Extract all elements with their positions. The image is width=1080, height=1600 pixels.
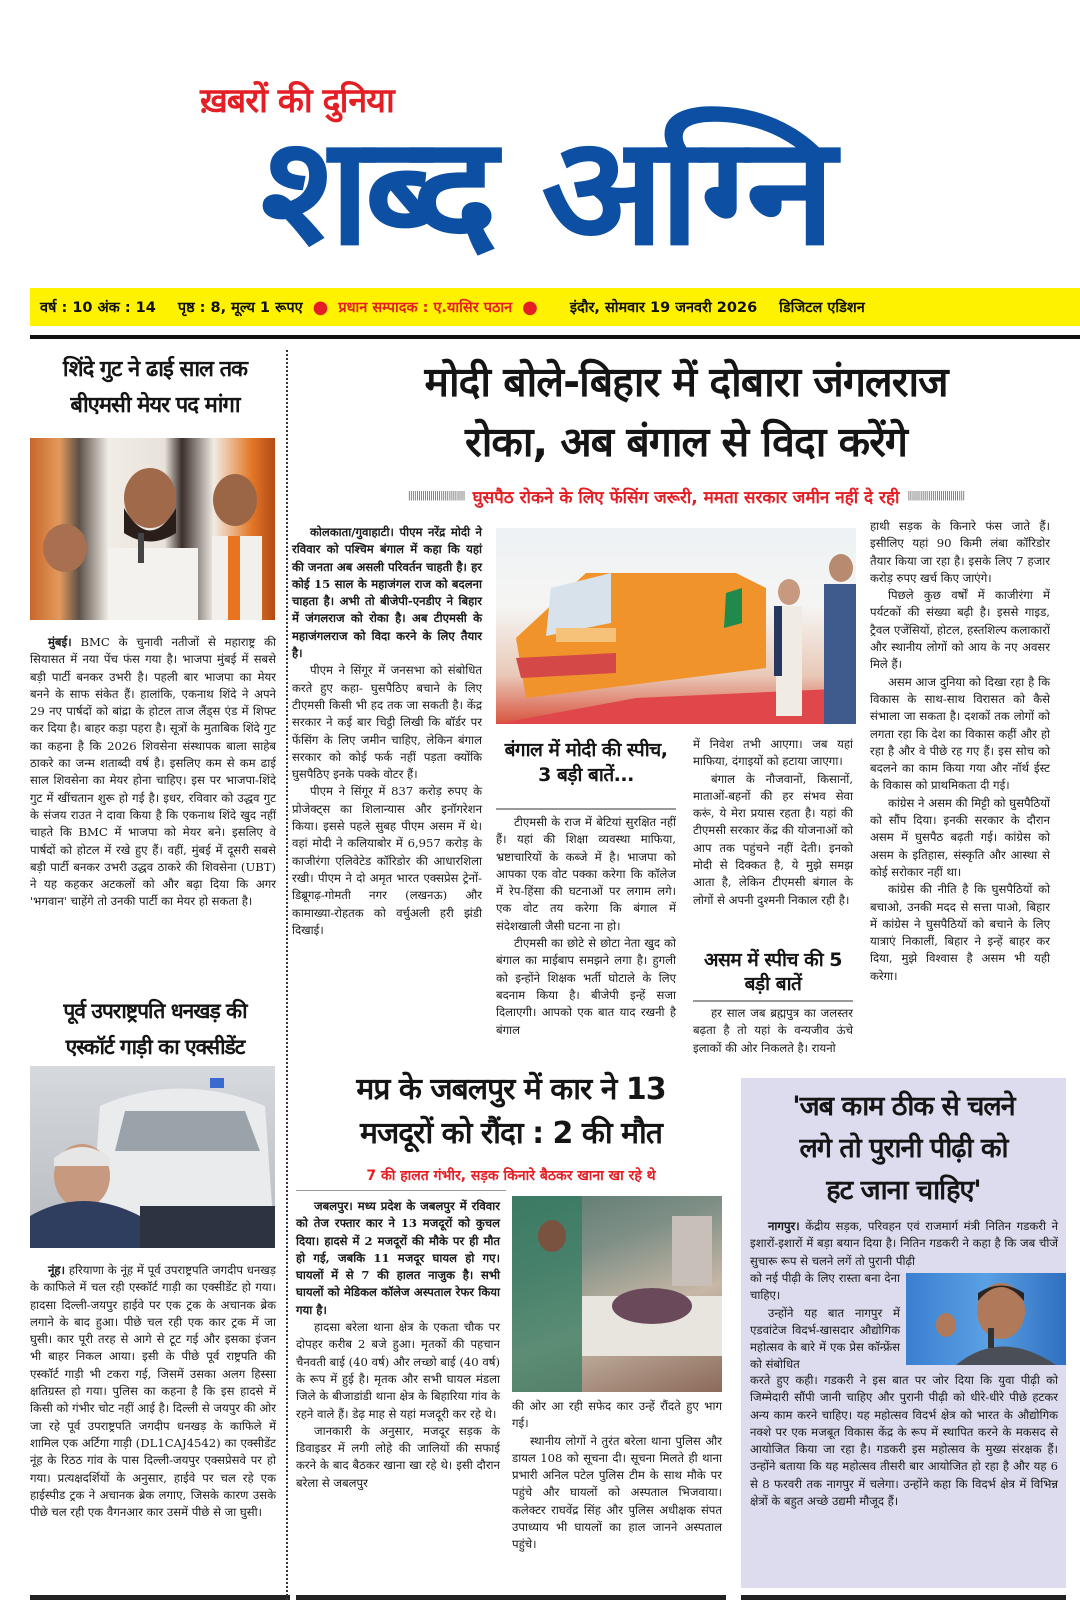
divider [693,1000,853,1002]
modi-box1-title: बंगाल में मोदी की स्पीच, 3 बड़ी बातें... [504,739,668,786]
modi-col4-p4: कांग्रेस ने असम की मिट्टी को घुसपैठियों को सौंप दिया। इनकी सरकार के दौरान असम में घुसपैठ बढ़ती गई। कांग्रेस को असम के इतिहास, संस्कृति और आस्था से कोई सरोकार नहीं था। [870,795,1050,879]
gadkari-beside-photo-2: उन्होंने यह बात नागपुर में एडवांटेज विदर्भ-खासदार औद्योगिक महोत्सव के बारे में एक प्रेस कॉन्फ्रेंस को संबोधित [750,1305,900,1372]
gadkari-lead-text: केंद्रीय सड़क, परिवहन एवं राजमार्ग मंत्री नितिन गडकरी ने इशारों-इशारों में बड़ा बयान दिया है। नितिन गडकरी ने कहा है कि जब चीजें सुचारू रूप से चलने लगें तो पुरानी पीढ़ी [750,1219,1059,1268]
modi-subheadline: घुसपैठ रोकने के लिए फेंसिंग जरूरी, ममता सरकार जमीन नहीं दे रही [472,487,900,508]
dhankhar-dateline: नूंह। [48,1263,65,1277]
masthead-tagline: ख़बरों की दुनिया [200,81,394,121]
modi-box2-title: असम में स्पीच की 5 बड़ी बातें [704,949,842,995]
hospital-photo-illustration [512,1196,722,1392]
modi-train-photo [496,528,856,724]
place-date: इंदौर, सोमवार 19 जनवरी 2026 [569,300,758,316]
shinde-headline-line1: शिंदे गुट ने ढाई साल तक [62,357,248,382]
edition-label: डिजिटल एडिशन [779,300,865,316]
modi-subheadline-row [292,484,1080,508]
modi-col3-p1: में निवेश तभी आएगा। जब यहां माफिया, दंगाइयों को हटाया जाएगा। [693,737,853,769]
modi-box1-p2: टीएमसी का छोटे से छोटा नेता खुद को बंगाल का माईबाप समझने लगा है। हुगली को इन्होंने शिक्षक भर्ती घोटाले के लिए बदनाम किया है। बीजेपी इन्हें सजा दिलाएगी। आपको एक बात याद रखनी है बंगाल [496,936,676,1037]
jabalpur-subheadline: 7 की हालत गंभीर, सड़क किनारे बैठकर खाना खा रहे थे [366,1168,656,1184]
jabalpur-headline-line2: मजदूरों को रौंदा : 2 की मौत [360,1116,662,1151]
gadkari-photo-illustration [906,1273,1066,1365]
modi-headline-line1: मोदी बोले-बिहार में दोबारा जंगलराज [424,358,948,406]
info-bar [30,288,1080,326]
jabalpur-dateline: जबलपुर। [314,1199,353,1213]
modi-box1-p1: टीएमसी के राज में बेटियां सुरक्षित नहीं हैं। यहां की शिक्षा व्यवस्था माफिया, भ्रष्टाचारियों के कब्जे में है। भाजपा को आपका एक वोट पक्का करेगा कि कॉलेज में रेप-हिंसा की घटनाओं पर लगाम लगे। एक वोट तय करेगा कि बंगाल में संदेशखाली जैसी घटना ना हो। [496,815,676,933]
modi-col4-p1: हाथी सड़क के किनारे फंस जाते हैं। इसीलिए यहां 90 किमी लंबा कॉरिडोर तैयार किया जा रहा है। इसके लिए 7 हजार करोड़ रुपए खर्च किए जाएंगे। [870,519,1050,585]
shinde-headline-line2: बीएमसी मेयर पद मांगा [70,393,240,418]
modi-box2-body [693,1005,853,1057]
modi-col4-p5: कांग्रेस की नीति है कि घुसपैठियों को बचाओ, उनकी मदद से सत्ता पाओ, बिहार में कांग्रेस ने घुसपैठियों को बचाने के लिए यात्राएं निकालीं, बिहार ने इन्हें बाहर कर दिया, मुझे विश्वास है असम भी यही करेगा। [870,882,1050,983]
shinde-body-text: BMC के चुनावी नतीजों से महाराष्ट्र की सियासत में नया पेंच फंस गया है। भाजपा मुंबई में सबसे बड़ी पार्टी बनकर उभरी है। पहली बार भाजपा का मेयर बनने के साफ संकेत हैं। हालांकि, एकनाथ शिंदे ने अपने 29 नए पार्षदों को बांद्रा के होटल ताज लैंड्स एंड में शिफ्ट कर दिया है। बाहर कड़ा पहरा है। सूत्रों के मुताबिक शिंदे गुट का कहना है कि 2026 शिवसेना संस्थापक बाला साहेब ठाकरे का जन्म शताब्दी वर्ष है। इसलिए कम से कम ढाई साल शिवसेना का मेयर होना चाहिए। इस पर भाजपा-शिंदे गुट में खींचतान शुरू हो गई है। इधर, रविवार को उद्धव गुट के संजय राउत ने दावा किया है कि एकनाथ शिंदे खुद नहीं चाहते कि BMC में भाजपा को मेयर बने। इसलिए वे पार्षदों को होटल में रखे हुए हैं। वहीं, मुंबई में दूसरी सबसे बड़ी पार्टी बनकर उभरी उद्धव ठाकरे की शिवसेना (UBT) ने यह कहकर अटकलों को और बढ़ा दिया कि अगर 'भगवान' चाहेंगे तो उनकी पार्टी का मेयर हो सकता है। [30,635,277,909]
dhankhar-headline-line2: एस्कॉर्ट गाड़ी का एक्सीडेंट [65,1035,245,1059]
gadkari-rest [750,1372,1058,1510]
gadkari-photo [906,1273,1066,1365]
modi-col4 [870,518,1050,985]
shinde-body [30,634,276,911]
shinde-headline[interactable] [30,352,280,424]
dhankhar-body-text: हरियाणा के नूंह में पूर्व उपराष्ट्रपति जगदीप धनखड़ के काफिले में चल रही एस्कॉर्ट गाड़ी का एक्सीडेंट हो गया। हादसा दिल्ली-जयपुर हाईवे पर एक ट्रक के अचानक ब्रेक लगाने के बाद हुआ। पीछे चल रही एक कार ट्रक में जा घुसी। कार पूरी तरह से आगे से टूट गई और इसका इंजन भी बाहर निकल आया। इसी के पीछे पूर्व राष्ट्रपति की एस्कॉर्ट गाड़ी भी टकरा गई, जिसमें उसका अलग हिस्सा क्षतिग्रस्त हो गया। पुलिस का कहना है कि इस हादसे में किसी को गंभीर चोट नहीं आई है। दिल्ली से जयपुर की ओर जा रहे पूर्व उपराष्ट्रपति जगदीप धनखड़ के काफिले में शामिल एक अर्टिगा गाड़ी (DL1CAJ4542) का एक्सीडेंट नूंह के रिठठ गांव के पास दिल्ली-जयपुर एक्सप्रेसवे पर हो गया। प्रत्यक्षदर्शियों के अनुसार, हाईवे पर चल रहे एक हाईस्पीड ट्रक ने अचानक ब्रेक लगाए, जिसके कारण उसके पीछे चल रही एक वैगनआर कार उसमें पीछे से जा घुसी। [30,1263,276,1520]
dhankhar-photo-illustration [30,1066,275,1248]
bullet-icon: ● [312,296,329,318]
bullet-icon: ● [522,296,538,318]
jabalpur-para3: जानकारी के अनुसार, मजदूर सड़क के डिवाइडर में लगी लोहे की जालियों की सफाई करने के बाद बैठकर खाना खा रहे थे। इसी दौरान बरेला से जबलपुर [296,1423,500,1490]
divider [296,1190,506,1191]
jabalpur-col2 [512,1398,722,1554]
decorative-rule-left: |||||||||||||||||||||||||||| [407,491,465,501]
modi-para2: पीएम ने सिंगूर में जनसभा को संबोधित करते हुए कहा- घुसपैठिए बचाने के लिए टीएमसी किसी भी हद तक जा सकती है। केंद्र सरकार ने कई बार चिट्ठी लिखी कि बॉर्डर पर फेंसिंग के लिए जमीन चाहिए, लेकिन बंगाल सरकार को कोई फर्क नहीं पड़ता क्योंकि घुसपैठिए इनके पक्के वोटर हैं। [292,663,482,782]
pages-price: पृष्ठ : 8, मूल्य 1 रूपए [177,300,303,316]
column-separator [286,350,288,1600]
gadkari-headline-line3: हट जाना चाहिए' [826,1175,981,1206]
jabalpur-hospital-photo [512,1196,722,1392]
modi-box1-body [496,814,676,1039]
gadkari-headline-line2: लगे तो पुरानी पीढ़ी को [799,1133,1008,1164]
jabalpur-col1 [296,1198,500,1492]
right-bottom-rule [741,1595,1066,1600]
shinde-photo [30,438,275,620]
jabalpur-col2-p1: की ओर आ रही सफेद कार उन्हें रौंदते हुए भाग गई। [512,1399,722,1431]
masthead-title: शब्द अग्नि [260,105,830,279]
dhankhar-body [30,1262,276,1521]
masthead-rule [30,335,1080,339]
year-issue: वर्ष : 10 अंक : 14 [40,300,156,316]
jabalpur-lead: मध्य प्रदेश के जबलपुर में रविवार को तेज रफ्तार कार ने 13 मजदूरों को कुचल दिया। हादसे में 2 मजदूरों की मौके पर ही मौत हो गई, जबकि 11 मजदूर घायल हो गए। घायलों में से 7 की हालत नाजुक है। सभी घायलों को मेडिकल कॉलेज अस्पताल रेफर किया गया है। [296,1199,500,1317]
modi-col4-p3: असम आज दुनिया को दिखा रहा है कि विकास के साथ-साथ विरासत को कैसे संभाला जा सकता है। दशकों तक लोगों को लगता रहा कि देश का विकास कहीं और हो रहा है और वे पीछे रह गए हैं। इस सोच को बदलने का काम किया गया और नॉर्थ ईस्ट के विकास को प्राथमिकता दी गई। [870,674,1050,793]
gadkari-rest-text: करते हुए कही। गडकरी ने इस बात पर जोर दिया कि युवा पीढ़ी को जिम्मेदारी सौंपी जानी चाहिए और पुरानी पीढ़ी को धीरे-धीरे पीछे हटकर अन्य काम करने चाहिए। यह महोत्सव विदर्भ क्षेत्र को भारत के औद्योगिक नक्शे पर एक मजबूत विकास केंद्र के रूप में स्थापित करने के मकसद से आयोजित किया जा रहा है। गडकरी इस महोत्सव के मुख्य संरक्षक हैं। उन्होंने बताया कि यह महोत्सव तीसरी बार आयोजित हो रहा है और यह 6 से 8 फरवरी तक नागपुर में चलेगा। उन्होंने कहा कि विदर्भ क्षेत्र में विभिन्न क्षेत्रों के बहुत अच्छे उद्यमी मौजूद हैं। [750,1373,1058,1509]
modi-lead: पीएम नरेंद्र मोदी ने रविवार को पश्चिम बंगाल में कहा कि यहां की जनता अब असली परिवर्तन चाहती है। हर कोई 15 साल के महाजंगल राज को बदलना चाहता है। अभी तो बीजेपी-एनडीए ने बिहार में जंगलराज को रोका है। अब टीएमसी के महाजंगलराज को विदा करने के लिए तैयार है। [292,525,482,661]
modi-col3-p2: बंगाल के नौजवानों, किसानों, माताओं-बहनों की हर संभव सेवा करूं, ये मेरा प्रयास रहता है। यहां की टीएमसी सरकार केंद्र की योजनाओं को आप तक पहुंचने नहीं देती। इनको मोदी से दिक्कत है, ये मुझे समझ आता है, लेकिन टीएमसी बंगाल के लोगों से अपनी दुश्मनी निकाल रही है। [693,771,853,907]
gadkari-lead [750,1218,1058,1270]
shinde-dateline: मुंबई। [48,635,72,649]
modi-col3 [693,736,853,909]
dhankhar-photo [30,1066,275,1248]
left-bottom-rule [30,1595,290,1600]
shinde-photo-illustration [30,438,275,620]
jabalpur-headline[interactable] [296,1068,726,1156]
modi-box2-p1: हर साल जब ब्रह्मपुत्र का जलस्तर बढ़ता है तो यहां के वन्यजीव ऊंचे इलाकों की ओर निकलते है। रायनो [693,1006,853,1055]
jabalpur-para2: हादसा बरेला थाना क्षेत्र के एकता चौक पर दोपहर करीब 2 बजे हुआ। मृतकों की पहचान चैनवती बाई (40 वर्ष) और लच्छो बाई (40 वर्ष) के रूप में हुई है। मृतक और सभी घायल मंडला जिले के बीजाडांडी थाना क्षेत्र के बिहारिया गांव के रहने वाले हैं। डेढ़ माह से यहां मजदूरी कर रहे थे। [296,1320,500,1421]
gadkari-beside-photo-1: को नई पीढ़ी के लिए रास्ता बना देना चाहिए। [750,1271,900,1303]
gadkari-dateline: नागपुर। [768,1219,800,1233]
modi-headline-line2: रोका, अब बंगाल से विदा करेंगे [465,418,907,466]
modi-para3: पीएम ने सिंगूर में 837 करोड़ रुपए के प्रोजेक्ट्स का शिलान्यास और इनॉगरेशन किया। इससे पहले सुबह पीएम असम में थे। वहां मोदी ने कलियाबोर में 6,957 करोड़ के काजीरंगा एलिवेटेड कॉरिडोर की आधारशिला रखी। पीएम ने दो अमृत भारत एक्सप्रेस ट्रेनों- डिब्रूगढ़-गोमती नगर (लखनऊ) और कामाख्या-रोहतक को वर्चुअली हरी झंडी दिखाई। [292,784,482,937]
gadkari-headline-line1: 'जब काम ठीक से चलने [792,1091,1015,1122]
decorative-rule-right: |||||||||||||||||||||||||||| [907,491,965,501]
modi-headline[interactable] [292,352,1080,472]
jabalpur-col2-p2: स्थानीय लोगों ने तुरंत बरेला थाना पुलिस और डायल 108 को सूचना दी। सूचना मिलते ही थाना प्रभारी अनिल पटेल पुलिस टीम के साथ मौके पर पहुंचे और घायलों को अस्पताल भिजवाया। कलेक्टर राघवेंद्र सिंह और पुलिस अधीक्षक संपत उपाध्याय भी घायलों का हाल जानने अस्पताल पहुंचे। [512,1433,722,1552]
dhankhar-headline[interactable] [30,993,280,1065]
divider [496,808,676,810]
jabalpur-headline-line1: मप्र के जबलपुर में कार ने 13 [356,1072,666,1107]
modi-col1 [292,524,482,939]
gadkari-headline[interactable] [741,1086,1066,1212]
modi-dateline: कोलकाता/गुवाहाटी। [310,525,394,539]
dhankhar-headline-line1: पूर्व उपराष्ट्रपति धनखड़ की [63,999,247,1023]
modi-col4-p2: पिछले कुछ वर्षों में काजीरंगा में पर्यटकों की संख्या बढ़ी है। इससे गाइड, ट्रैवल एजेंसियों, होटल, हस्तशिल्प कलाकारों और स्थानीय लोगों को आय के नए अवसर मिले हैं। [870,588,1050,672]
train-photo-illustration [496,528,856,724]
middle-bottom-rule [296,1595,726,1600]
gadkari-beside-photo [750,1270,900,1374]
chief-editor: प्रधान सम्पादक : ए.यासिर पठान [338,300,513,316]
